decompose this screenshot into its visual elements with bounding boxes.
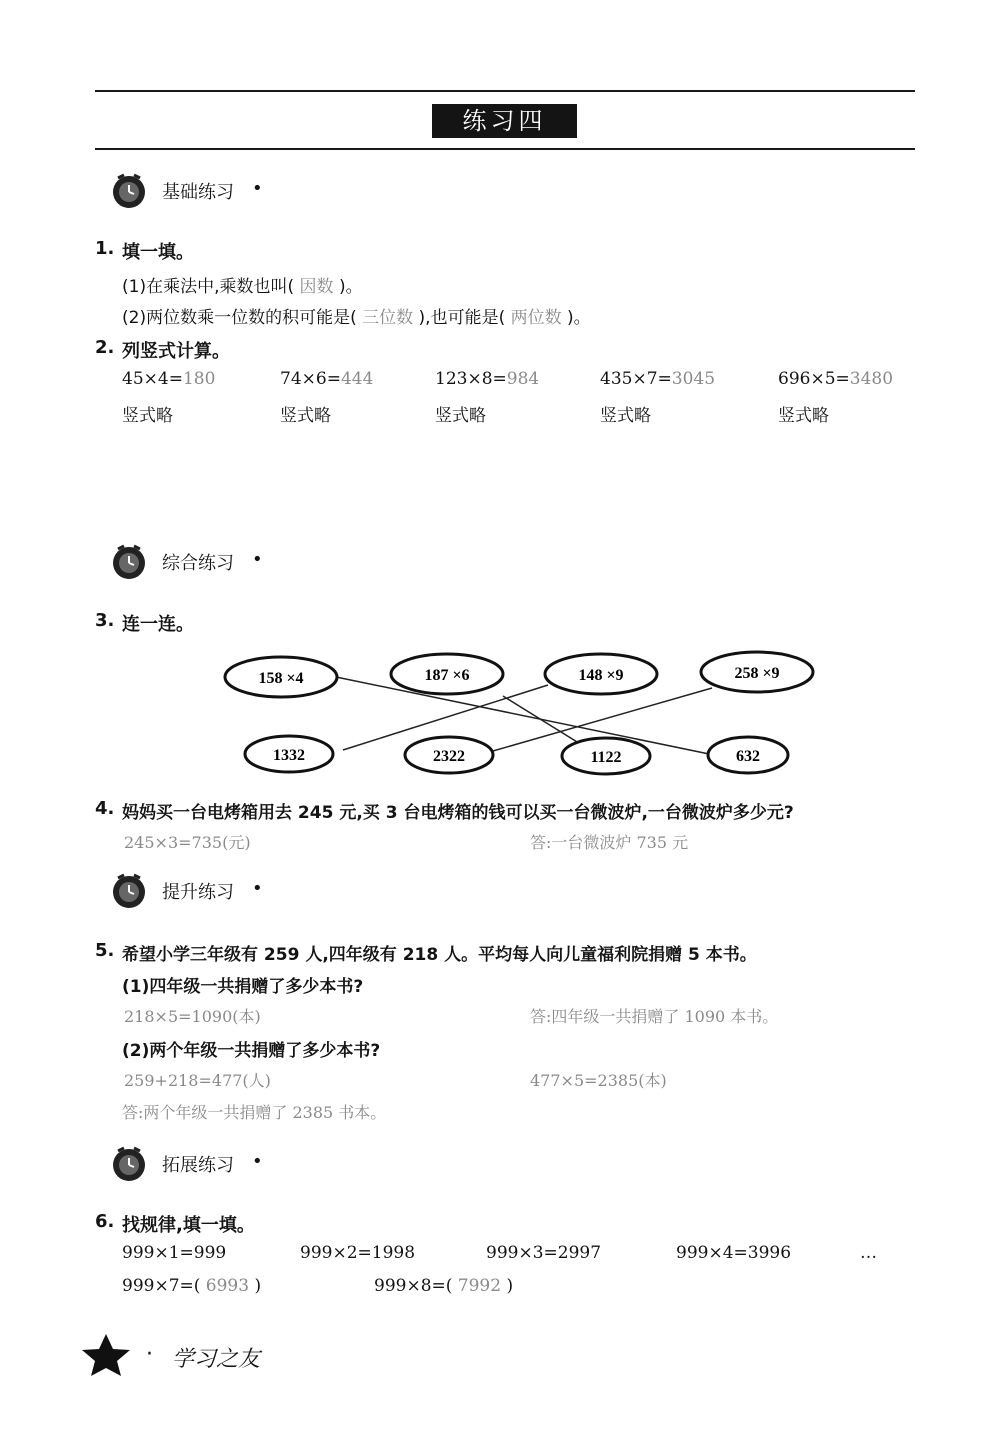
bottom-oval-label: 1332 [273, 747, 305, 764]
clock-icon [110, 172, 148, 210]
footer-dot: · [146, 1342, 153, 1367]
q5-sub1: (1)四年级一共捐赠了多少本书? [122, 977, 364, 997]
q5-sub2-work2: 477×5=2385(本) [530, 1071, 667, 1090]
q2-expr: 74×6= [280, 369, 341, 389]
q1-item1-prefix: (1)在乘法中,乘数也叫( [122, 277, 295, 297]
q1-item1-answer: 因数 [299, 277, 334, 297]
matching-diagram [0, 640, 1000, 780]
connector-line [336, 677, 714, 755]
top-oval-label: 148 ×9 [578, 667, 624, 684]
section-bullet: • [252, 1151, 263, 1172]
q6-number: 6. [95, 1211, 115, 1232]
section-label: 综合练习 [162, 553, 234, 574]
q5-sub2-answer: 答:两个年级一共捐赠了 2385 书本。 [122, 1103, 387, 1122]
q1-item2 [122, 303, 591, 328]
q6-pattern: 999×1=999 [122, 1243, 227, 1263]
top-rule [95, 90, 915, 92]
q2-expr: 696×5= [778, 369, 850, 389]
q4-work: 245×3=735(元) [124, 833, 251, 852]
q3-number: 3. [95, 610, 115, 631]
section-bullet: • [252, 178, 263, 199]
top-oval-label: 158 ×4 [258, 670, 304, 687]
q2-answer: 3480 [849, 369, 894, 389]
q2-note: 竖式略 [280, 406, 331, 426]
section-label: 提升练习 [162, 882, 234, 903]
q2-note: 竖式略 [122, 406, 173, 426]
q4-text: 妈妈买一台电烤箱用去 245 元,买 3 台电烤箱的钱可以买一台微波炉,一台微波炉多少元? [122, 803, 794, 823]
q6-pattern: 999×4=3996 [676, 1243, 792, 1263]
q2-title: 列竖式计算。 [122, 341, 230, 362]
section-bullet: • [252, 878, 263, 899]
top-oval-label: 187 ×6 [424, 667, 470, 684]
title-rule [95, 148, 915, 150]
q6-fill-prefix: 999×7=( [122, 1276, 201, 1296]
q6-fill-suffix: ) [506, 1276, 514, 1296]
q5-sub1-work: 218×5=1090(本) [124, 1007, 261, 1026]
bottom-oval-label: 1122 [590, 749, 622, 766]
q2-expr: 45×4= [122, 369, 183, 389]
q2-note: 竖式略 [600, 406, 651, 426]
star-icon [78, 1332, 134, 1378]
q2-expr: 435×7= [600, 369, 672, 389]
section-label: 基础练习 [162, 182, 234, 203]
q2-item [778, 369, 893, 389]
q2-note: 竖式略 [435, 406, 486, 426]
bottom-oval-label: 2322 [433, 748, 465, 765]
q1-item2-mid: ),也可能是( [418, 308, 506, 328]
q5-sub1-answer: 答:四年级一共捐赠了 1090 本书。 [530, 1007, 779, 1026]
q5-number: 5. [95, 940, 115, 961]
q2-answer: 3045 [671, 369, 716, 389]
q4-number: 4. [95, 798, 115, 819]
q2-answer: 984 [506, 369, 540, 389]
q2-item [435, 369, 539, 389]
q5-text: 希望小学三年级有 259 人,四年级有 218 人。平均每人向儿童福利院捐赠 5 本书。 [122, 945, 757, 965]
q5-sub2-work1: 259+218=477(人) [124, 1071, 271, 1090]
q1-number: 1. [95, 238, 115, 259]
q1-item2-answer2: 两位数 [510, 308, 562, 328]
q1-item1-suffix: )。 [338, 277, 363, 297]
q6-title: 找规律,填一填。 [122, 1215, 255, 1236]
q4-answer: 答:一台微波炉 735 元 [530, 833, 689, 852]
q2-item [122, 369, 215, 389]
q2-answer: 180 [182, 369, 216, 389]
q1-item2-suffix: )。 [567, 308, 591, 328]
q6-fill-prefix: 999×8=( [374, 1276, 453, 1296]
q6-fill-answer: 6993 [205, 1276, 250, 1296]
connector-line [503, 696, 582, 745]
q5-sub2: (2)两个年级一共捐赠了多少本书? [122, 1041, 381, 1061]
clock-icon [110, 872, 148, 910]
clock-icon [110, 543, 148, 581]
q3-title: 连一连。 [122, 614, 194, 635]
section-label: 拓展练习 [162, 1155, 234, 1176]
q6-fill-1 [122, 1276, 261, 1296]
section-bullet: • [252, 549, 263, 570]
page-title: 练习四 [432, 104, 577, 138]
footer-brand: 学习之友 [172, 1347, 261, 1372]
q2-note: 竖式略 [778, 406, 829, 426]
q1-item1 [122, 272, 363, 297]
q1-item2-prefix: (2)两位数乘一位数的积可能是( [122, 308, 357, 328]
q6-ellipsis: … [860, 1243, 877, 1263]
q6-fill-suffix: ) [254, 1276, 262, 1296]
q1-item2-answer1: 三位数 [362, 308, 414, 328]
q2-item [600, 369, 715, 389]
q2-number: 2. [95, 337, 115, 358]
q6-fill-answer: 7992 [457, 1276, 502, 1296]
q2-item [280, 369, 373, 389]
q6-fill-2 [374, 1276, 513, 1296]
bottom-oval-label: 632 [736, 748, 760, 765]
q6-pattern: 999×2=1998 [300, 1243, 416, 1263]
q1-title: 填一填。 [122, 242, 194, 263]
q2-expr: 123×8= [435, 369, 507, 389]
q2-answer: 444 [340, 369, 374, 389]
q6-pattern: 999×3=2997 [486, 1243, 602, 1263]
top-oval-label: 258 ×9 [734, 665, 780, 682]
clock-icon [110, 1145, 148, 1183]
